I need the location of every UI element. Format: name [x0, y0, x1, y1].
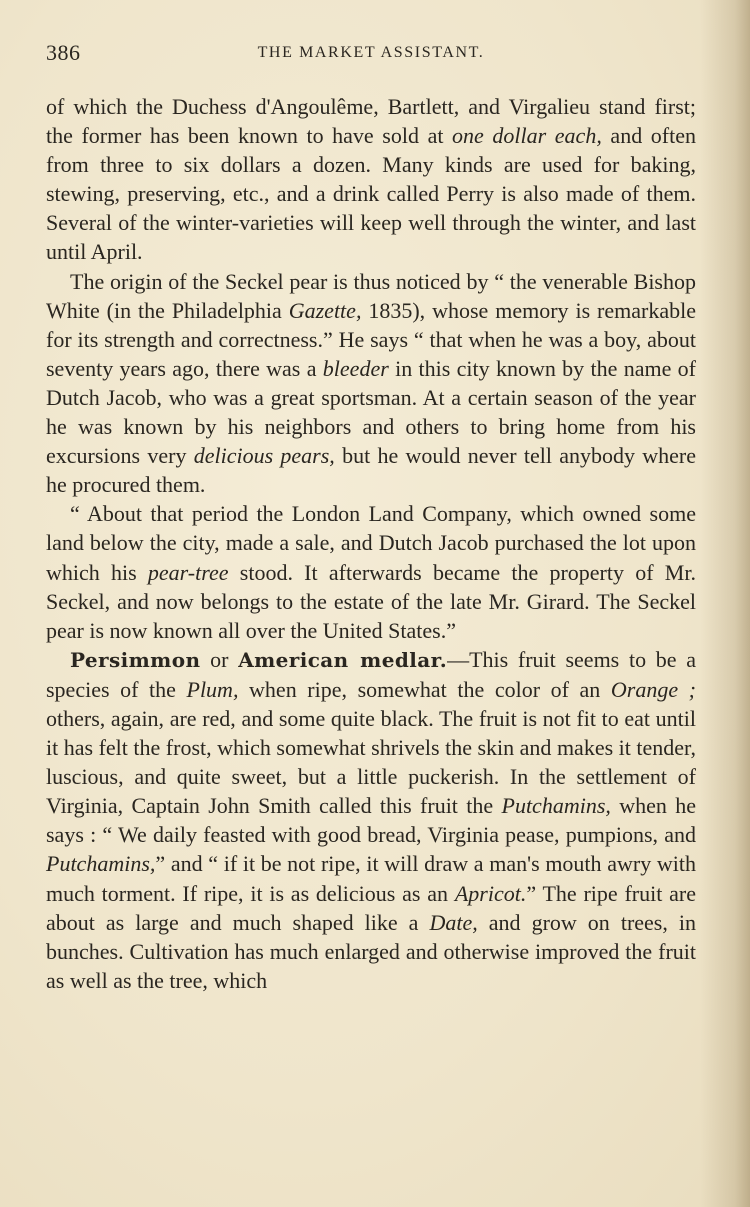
text-run: and grow on trees, in bunches. Cultivation has much enlarged and otherwise improved the fruit as well as the tree, which — [46, 909, 697, 993]
italic-text: Date, — [429, 909, 478, 935]
italic-text: Plum, — [186, 676, 239, 702]
page-number: 386 — [46, 40, 81, 65]
text-run: and often from three to six dollars a dozen. Many kinds are used for baking, stewing, preserving, etc., and a drink called Perry is also made of them. Several of the winter-varieties will keep well through the winter, and last until April. — [46, 123, 696, 265]
page-header — [46, 40, 696, 68]
italic-text: Putchamins, — [46, 851, 156, 877]
running-head: THE MARKET ASSISTANT. — [257, 44, 485, 61]
text-run: of which the Duchess d'Angoulême, Bartlett, and Virgalieu stand first; the former has been known to have sold at — [46, 94, 696, 149]
italic-text: Apricot. — [454, 880, 527, 906]
paragraph — [46, 267, 696, 500]
paragraph — [46, 645, 696, 995]
text-run: but he would never tell anybody where he procured them. — [46, 443, 697, 498]
text-run: or — [200, 646, 239, 672]
entry-heading: Persimmon — [70, 647, 201, 672]
text-run: “ About that period the London Land Company, which owned some land below the city, made a sale, and Dutch Jacob purchased the lot upon which his — [46, 501, 696, 585]
text-run: ” and “ if it be not ripe, it will draw a man's mouth awry with much torment. If ripe, it is as delicious as an — [46, 851, 696, 906]
text-run: ” The ripe fruit are about as large and much shaped like a — [46, 880, 696, 935]
entry-heading: American medlar. — [238, 647, 448, 672]
italic-text: delicious pears, — [193, 443, 335, 469]
italic-text: one dollar each, — [452, 123, 602, 149]
text-run: 1835), whose memory is remarkable for its strength and correctness.” He says “ that when he was a boy, about seventy years ago, there was a — [46, 297, 696, 381]
text-run: stood. It afterwards became the property of Mr. Seckel, and now belongs to the estate of the late Mr. Girard. The Seckel pear is now known all over the United States.” — [46, 559, 696, 643]
italic-text: bleeder — [322, 355, 389, 381]
italic-text: Putchamins, — [501, 793, 611, 819]
text-run: —This fruit seems to be a species of the — [46, 646, 697, 702]
body-text — [46, 92, 696, 995]
italic-text: Gazette, — [288, 297, 362, 323]
text-run: others, again, are red, and some quite black. The fruit is not fit to eat until it has felt the frost, which somewhat shrivels the skin and makes it tender, luscious, and quite sweet, but a little puckerish. In the settlement of Virginia, Captain John Smith called this fruit the — [46, 705, 696, 819]
text-run: when he says : “ We daily feasted with good bread, Virginia pease, pumpions, and — [46, 793, 697, 848]
italic-text: pear-tree — [147, 559, 229, 585]
text-run: The origin of the Seckel pear is thus noticed by “ the venerable Bishop White (in the Philadelphia — [46, 268, 696, 323]
paragraph — [46, 499, 696, 644]
text-run: when ripe, somewhat the color of an — [238, 676, 611, 702]
paragraph — [46, 92, 696, 267]
italic-text: Orange ; — [610, 676, 697, 702]
text-run: in this city known by the name of Dutch Jacob, who was a great sportsman. At a certain season of the year he was known by his neighbors and others to bring home from his excursions very — [46, 355, 696, 469]
